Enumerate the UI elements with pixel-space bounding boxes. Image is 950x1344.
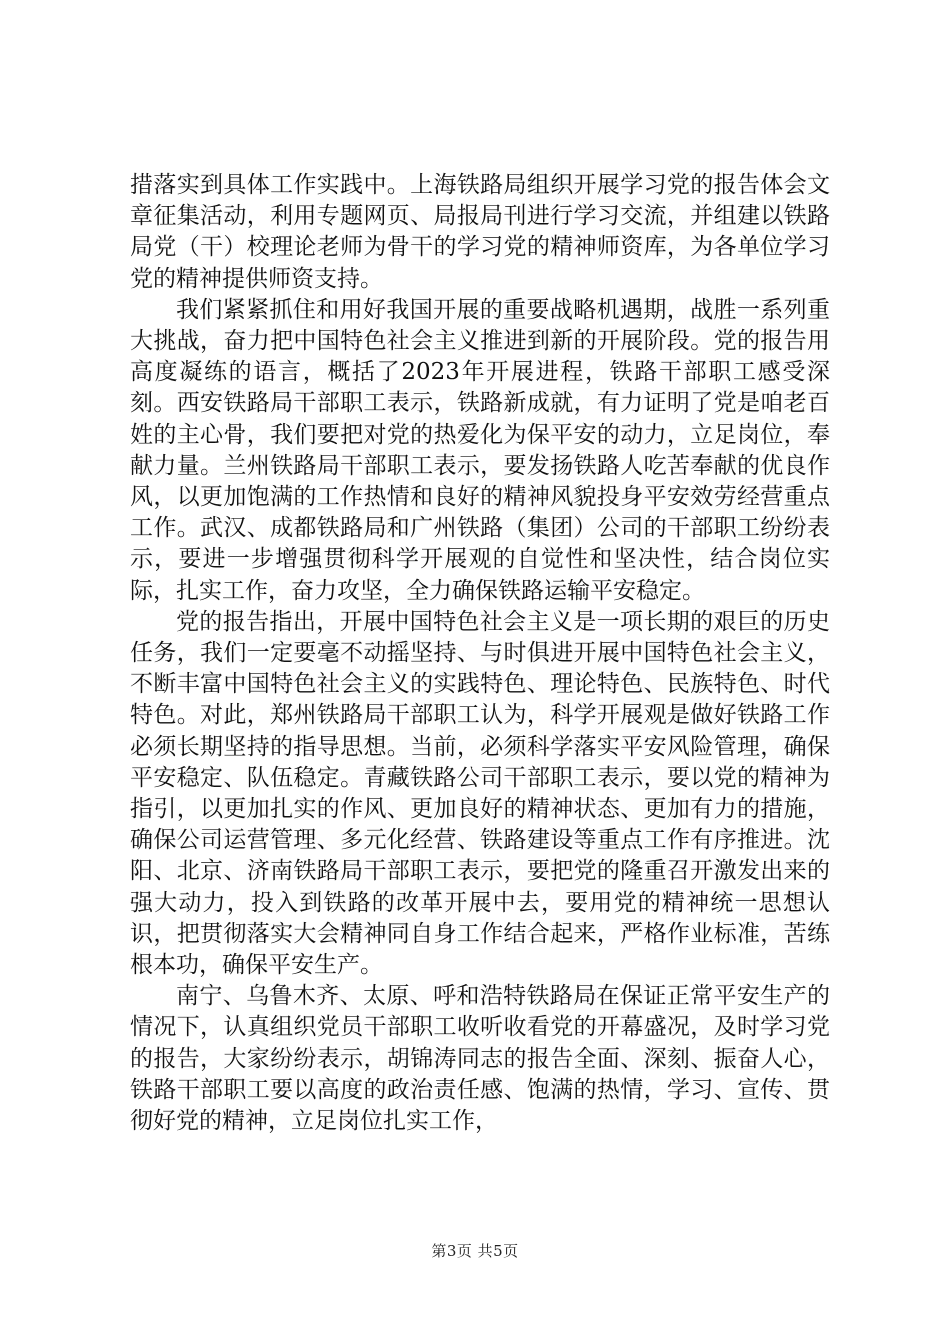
paragraph-1: 措落实到具体工作实践中。上海铁路局组织开展学习党的报告体会文章征集活动，利用专题网页、局报局刊进行学习交流，并组建以铁路局党（干）校理论老师为骨干的学习党的精神师资库，为各单位学习党的精神提供师资支持。 xyxy=(130,172,830,292)
page-number-footer: 第3页 共5页 xyxy=(431,1242,519,1260)
document-body xyxy=(130,170,830,1137)
paragraph-3: 党的报告指出，开展中国特色社会主义是一项长期的艰巨的历史任务，我们一定要毫不动摇坚持、与时俱进开展中国特色社会主义，不断丰富中国特色社会主义的实践特色、理论特色、民族特色、时代特色。对此，郑州铁路局干部职工认为，科学开展观是做好铁路工作必须长期坚持的指导思想。当前，必须科学落实平安风险管理，确保平安稳定、队伍稳定。青藏铁路公司干部职工表示，要以党的精神为指引，以更加扎实的作风、更加良好的精神状态、更加有力的措施，确保公司运营管理、多元化经营、铁路建设等重点工作有序推进。沈阳、北京、济南铁路局干部职工表示，要把党的隆重召开激发出来的强大动力，投入到铁路的改革开展中去，要用党的精神统一思想认识，把贯彻落实大会精神同自身工作结合起来，严格作业标准，苦练根本功，确保平安生产。 xyxy=(130,608,830,979)
paragraph-4: 南宁、乌鲁木齐、太原、呼和浩特铁路局在保证正常平安生产的情况下，认真组织党员干部职工收听收看党的开幕盛况，及时学习党的报告，大家纷纷表示，胡锦涛同志的报告全面、深刻、振奋人心，铁路干部职工要以高度的政治责任感、饱满的热情，学习、宣传、贯彻好党的精神，立足岗位扎实工作， xyxy=(130,983,830,1135)
paragraph-2: 我们紧紧抓住和用好我国开展的重要战略机遇期，战胜一系列重大挑战，奋力把中国特色社会主义推进到新的开展阶段。党的报告用高度凝练的语言，概括了2023年开展进程，铁路干部职工感受深刻。西安铁路局干部职工表示，铁路新成就，有力证明了党是咱老百姓的主心骨，我们要把对党的热爱化为保平安的动力，立足岗位，奉献力量。兰州铁路局干部职工表示，要发扬铁路人吃苦奉献的优良作风，以更加饱满的工作热情和良好的精神风貌投身平安效劳经营重点工作。武汉、成都铁路局和广州铁路（集团）公司的干部职工纷纷表示，要进一步增强贯彻科学开展观的自觉性和坚决性，结合岗位实际，扎实工作，奋力攻坚，全力确保铁路运输平安稳定。 xyxy=(130,296,830,604)
